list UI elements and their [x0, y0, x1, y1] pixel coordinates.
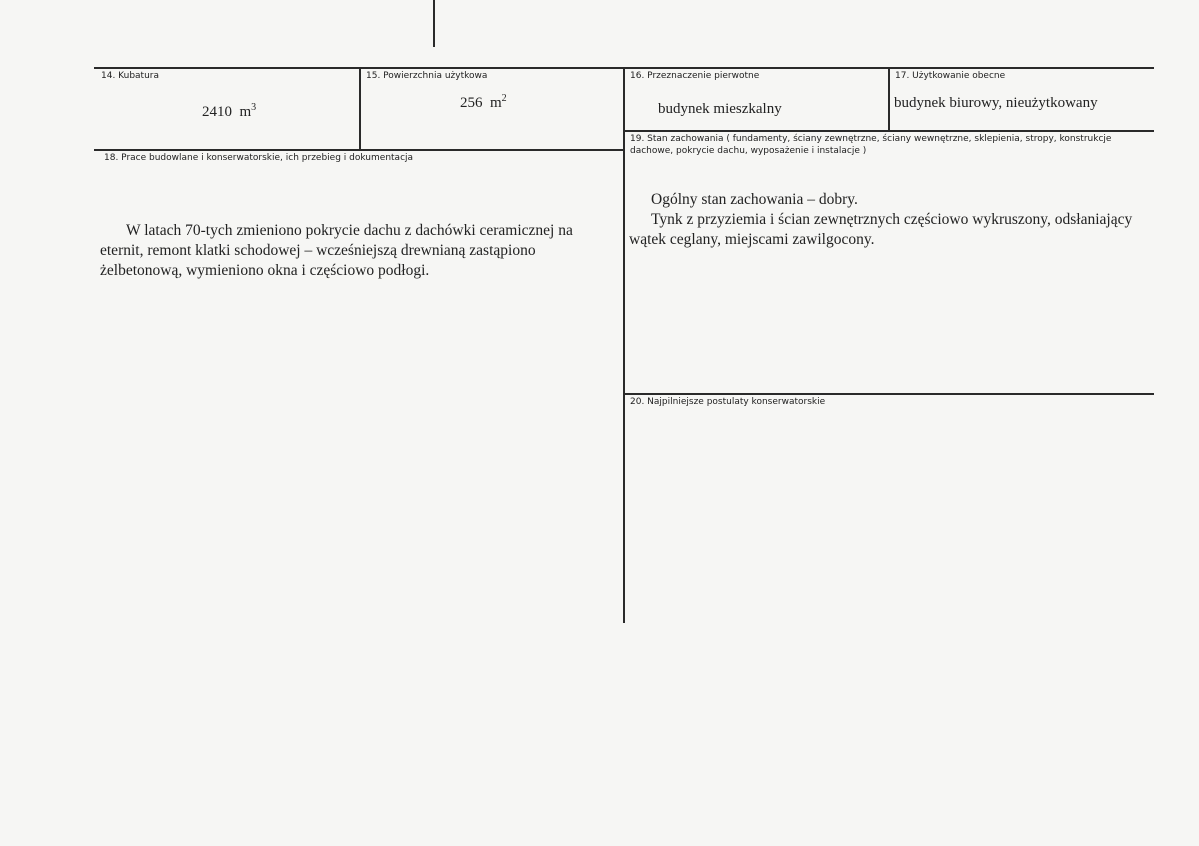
cubature-number: 2410: [202, 104, 232, 120]
area-unit: $m^2$: [490, 93, 507, 111]
field-14-value: [202, 102, 256, 121]
field-15-value: [460, 93, 507, 112]
field-19-label: 19. Stan zachowania ( fundamenty, ściany zewnętrzne, ściany wewnętrzne, sklepienia, stropy, konstrukcje dachowe, pokrycie dachu, wyposażenie i instalacje ): [630, 134, 1112, 156]
divider-14-15: [359, 67, 361, 150]
top-tick-line: [433, 0, 435, 47]
center-divider: [623, 67, 625, 623]
field-17-label: 17. Użytkowanie obecne: [895, 71, 1006, 81]
field-16-value: budynek mieszkalny: [658, 101, 782, 117]
field-16-label: 16. Przeznaczenie pierwotne: [630, 71, 760, 81]
field-17-value: budynek biurowy, nieużytkowany: [894, 95, 1098, 111]
field-20-label: 20. Najpilniejsze postulaty konserwatorskie: [630, 397, 826, 407]
field-19-text: [629, 190, 1149, 250]
field-18-label: 18. Prace budowlane i konserwatorskie, ich przebieg i dokumentacja: [104, 153, 414, 163]
row-20-top-border: [623, 393, 1154, 395]
cubature-unit: $m^3$: [239, 102, 257, 120]
field-14-label: 14. Kubatura: [101, 71, 160, 81]
field-18-text: W latach 70-tych zmieniono pokrycie dachu z dachówki ceramicznej na eternit, remont klatki schodowej – wcześniejszą drewnianą zastąpiono żelbetonową, wymieniono okna i częściowo podłogi.: [100, 222, 573, 279]
field-19-line-2: Tynk z przyziemia i ścian zewnętrznych częściowo wykruszony, odsłaniający wątek ceglany, miejscami zawilgocony.: [629, 211, 1133, 248]
row-18-top-border: [94, 149, 624, 151]
row-19-top-border: [623, 130, 1154, 132]
field-15-label: 15. Powierzchnia użytkowa: [366, 71, 488, 81]
divider-16-17: [888, 67, 890, 131]
area-number: 256: [460, 95, 483, 111]
field-19-line-1: Ogólny stan zachowania – dobry.: [651, 191, 858, 208]
